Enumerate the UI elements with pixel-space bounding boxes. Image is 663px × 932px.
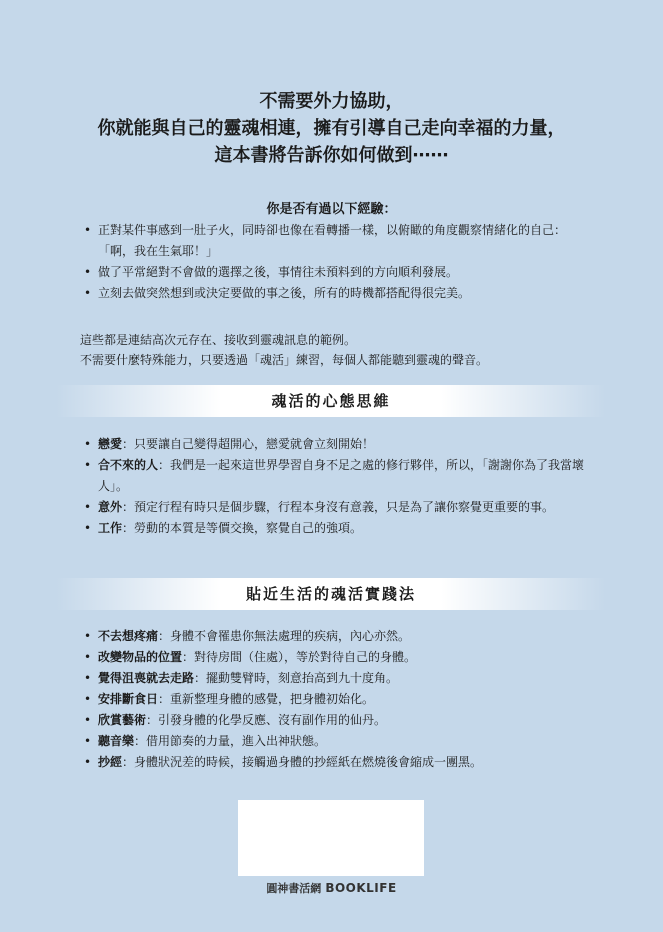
item-text: ：重新整理身體的感覺，把身體初始化。 (158, 692, 375, 706)
list-item: • 立刻去做突然想到或決定要做的事之後，所有的時機都搭配得很完美。 (84, 283, 584, 304)
item-text: ：身體狀況差的時候，接觸過身體的抄經紙在燃燒後會縮成一團黑。 (122, 755, 483, 769)
publisher-name: 圓神書活網 (266, 882, 322, 895)
section-1-list (84, 434, 594, 539)
headline-line-1: 不需要外力協助， (259, 91, 404, 112)
section-2-title: 貼近生活的魂活實踐法 (56, 578, 606, 610)
item-text: ：預定行程有時只是個步驟，行程本身沒有意義，只是為了讓你察覺更重要的事。 (122, 500, 555, 514)
paragraph-line-1: 這些都是連結高次元存在、接收到靈魂訊息的範例。 (80, 333, 357, 347)
item-term: 改變物品的位置 (98, 650, 183, 664)
section-2-list (84, 626, 594, 773)
list-item: • 做了平常絕對不會做的選擇之後，事情往未預料到的方向順利發展。 (84, 262, 584, 283)
item-text: ：擺動雙臂時，刻意抬高到九十度角。 (194, 671, 399, 685)
item-term: 意外 (98, 500, 123, 514)
list-item (84, 518, 594, 539)
item-text: ：借用節奏的力量，進入出神狀態。 (134, 734, 327, 748)
item-term: 戀愛 (98, 437, 123, 451)
list-item (84, 455, 594, 497)
item-term: 欣賞藝術 (98, 713, 147, 727)
item-text: ：引發身體的化學反應、沒有副作用的仙丹。 (146, 713, 387, 727)
intro-paragraph (80, 330, 600, 370)
item-text: ：勞動的本質是等價交換，察覺自己的強項。 (122, 521, 363, 535)
item-term: 覺得沮喪就去走路 (98, 671, 195, 685)
item-term: 聽音樂 (98, 734, 135, 748)
item-text: ：身體不會罹患你無法處理的疾病，內心亦然。 (158, 629, 411, 643)
list-item (84, 434, 594, 455)
list-item (84, 668, 594, 689)
item-term: 不去想疼痛 (98, 629, 159, 643)
publisher-logo (0, 880, 663, 896)
list-item (84, 647, 594, 668)
list-item (84, 689, 594, 710)
item-text: ：只要讓自己變得超開心，戀愛就會立刻開始！ (122, 437, 375, 451)
publisher-brand: BOOKLIFE (325, 881, 397, 895)
item-term: 安排斷食日 (98, 692, 159, 706)
headline-line-3: 這本書將告訴你如何做到⋯⋯ (214, 145, 449, 166)
section-1-title: 魂活的心態思維 (56, 385, 606, 417)
item-text: ：對待房間（住處），等於對待自己的身體。 (182, 650, 417, 664)
headline-line-2: 你就能與自己的靈魂相連，擁有引導自己走向幸福的力量， (97, 118, 566, 139)
item-text: ：我們是一起來這世界學習自身不足之處的修行夥伴，所以，「謝謝你為了我當壞人」。 (98, 458, 585, 493)
headline (0, 88, 663, 169)
item-term: 工作 (98, 521, 123, 535)
item-term: 抄經 (98, 755, 123, 769)
list-item (84, 626, 594, 647)
list-item: • 正對某件事感到一肚子火，同時卻也像在看轉播一樣，以俯瞰的角度觀察情緒化的自己：「啊，我在生氣耶！」 (84, 220, 584, 262)
item-term: 合不來的人 (98, 458, 159, 472)
list-item (84, 497, 594, 518)
list-item (84, 731, 594, 752)
list-item (84, 710, 594, 731)
barcode-placeholder (238, 800, 424, 876)
paragraph-line-2: 不需要什麼特殊能力，只要透過「魂活」練習，每個人都能聽到靈魂的聲音。 (80, 353, 489, 367)
experience-question: 你是否有過以下經驗： (266, 202, 397, 217)
experience-list (84, 220, 584, 304)
list-item (84, 752, 594, 773)
